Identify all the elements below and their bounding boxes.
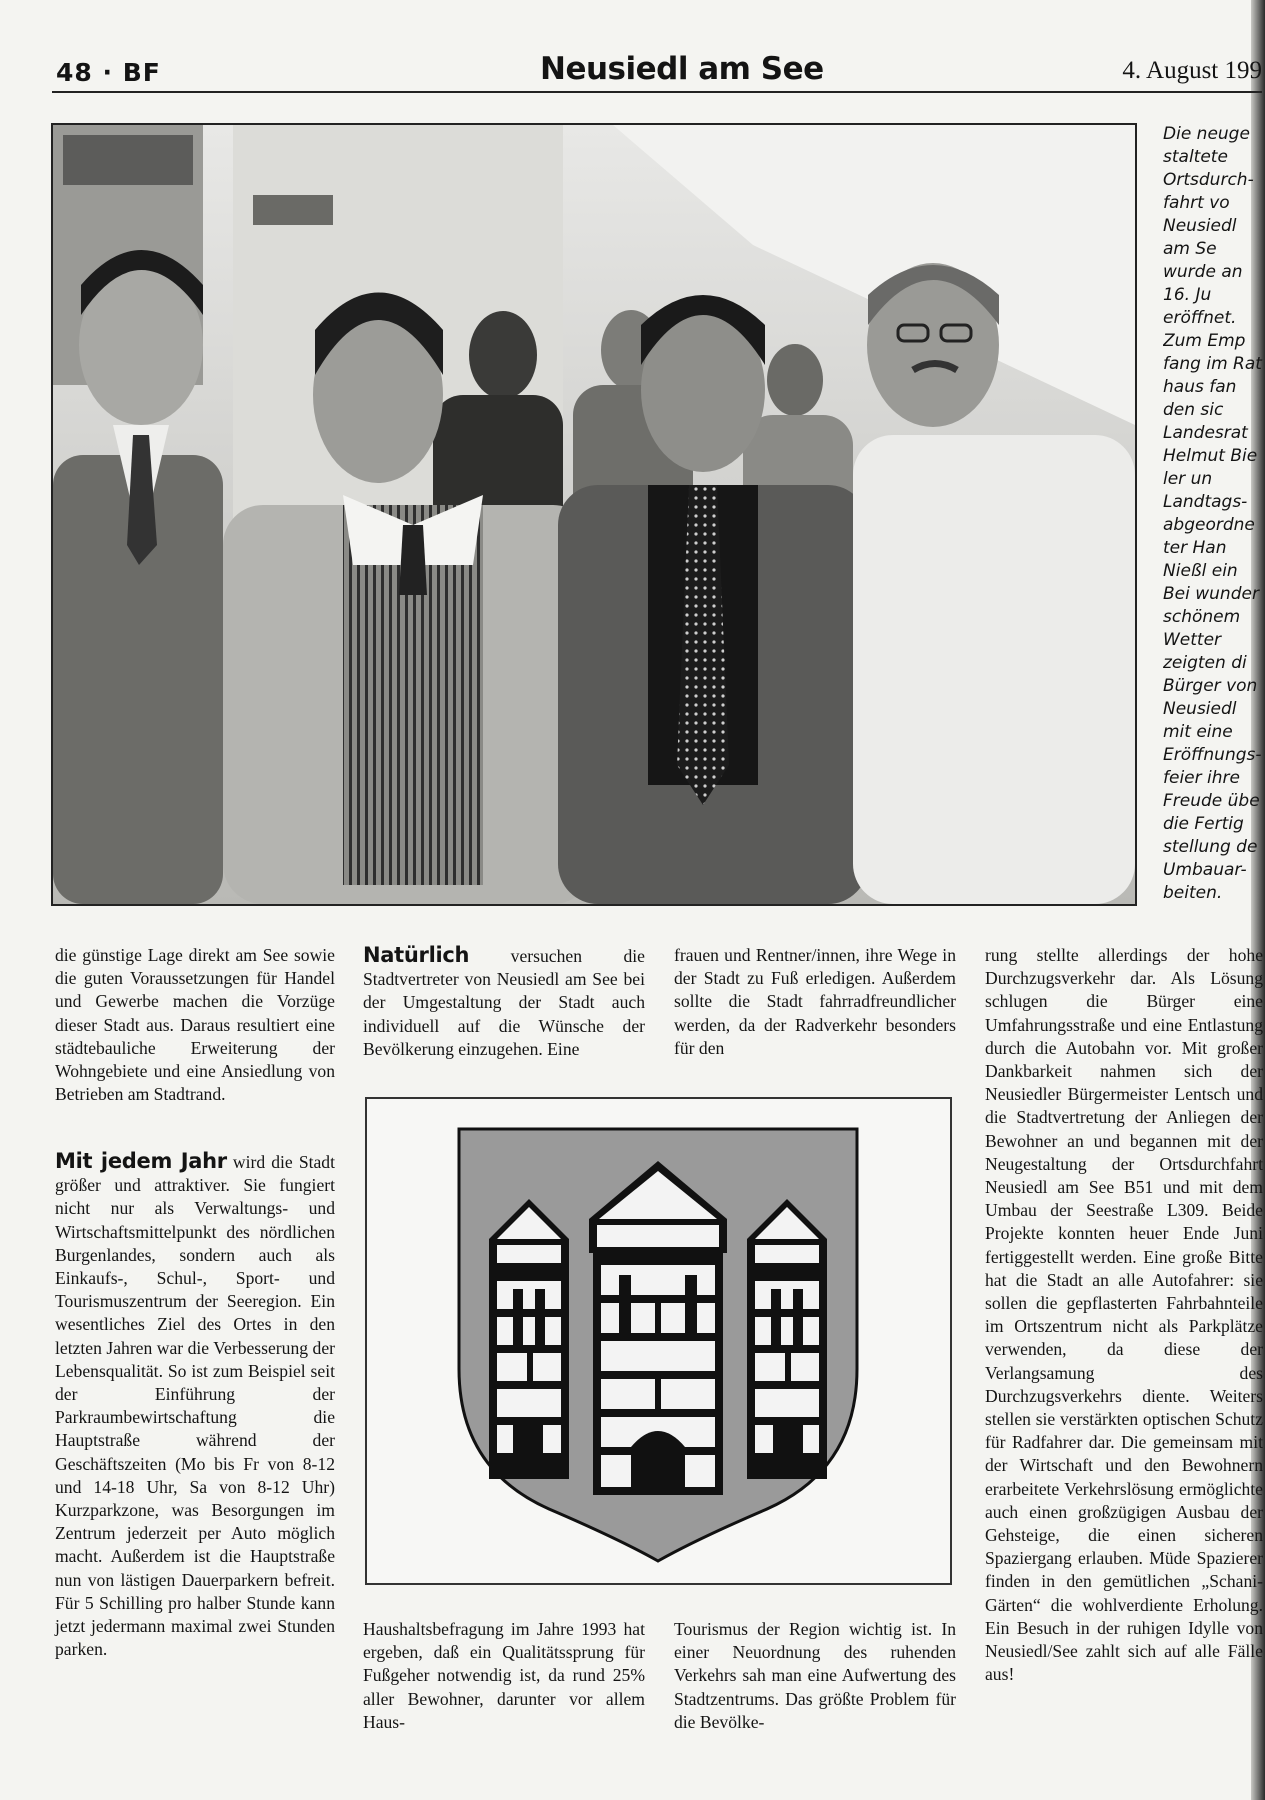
column-1-paragraph: [55, 1150, 335, 1661]
section-title: Neusiedl am See: [540, 51, 824, 87]
column-2-top: [363, 944, 645, 1061]
header-rule: [52, 91, 1262, 93]
column-2-body: versuchen die Stadtvertreter von Neusiedl am See bei der Umgestaltung der Stadt auch individuell auf die Wünsche der Bevölkerung einzugehen. Eine: [363, 946, 645, 1059]
column-2-bottom-text: Haushaltsbefragung im Jahre 1993 hat ergeben, daß ein Qualitätssprung für Fußgeher notwendig ist, da rund 25% aller Bewohner, darunter vor allem Haus-: [363, 1619, 645, 1732]
column-3-bottom-text: Tourismus der Region wichtig ist. In einer Neuordnung des ruhenden Verkehrs sah man eine Aufwertung des Stadtzentrums. Das größte Problem für die Bevölke-: [674, 1619, 956, 1732]
photo-caption: Die neuge staltete Ortsdurch- fahrt vo Neusiedl am Se wurde an 16. Ju eröffnet. Zum Emp fang im Rat haus fan den sic Landesrat Helmut Bie ler un Landtags- abgeordne ter Han Nießl ein Bei wunder schönem Wetter zeigten di Bürger von Neusiedl mit eine Eröffnungs- feier ihre Freude übe die Fertig stellung de Umbauar- beiten.: [1163, 124, 1262, 903]
page-label: 48 · BF: [56, 58, 161, 87]
column-1-section: [55, 1150, 335, 1661]
column-1-lead: Mit jedem Jahr: [55, 1149, 227, 1173]
column-3-top-text: frauen und Rentner/innen, ihre Wege in der Stadt zu Fuß erledigen. Außerdem sollte die Stadt fahrradfreundlicher werden, da der Radverkehr besonders für den: [674, 945, 956, 1058]
column-3-bottom: [674, 1618, 956, 1734]
group-photo-icon: [53, 125, 1135, 904]
group-photo: [51, 123, 1137, 906]
column-3-top: [674, 944, 956, 1060]
coat-of-arms-icon: [367, 1099, 950, 1583]
column-2-lead: Natürlich: [363, 943, 470, 967]
column-1-intro-text: die günstige Lage direkt am See sowie die guten Voraussetzungen für Handel und Gewerbe machen die Vorzüge dieser Stadt aus. Daraus resultiert eine städtebauliche Erweiterung der Wohngebiete und eine Ansiedlung von Betrieben am Stadtrand.: [55, 945, 335, 1105]
column-2-bottom: [363, 1618, 645, 1734]
issue-date: 4. August 199: [1122, 57, 1262, 84]
coat-of-arms: [365, 1097, 952, 1585]
column-4-text: rung stellte allerdings der hohe Durchzugsverkehr dar. Als Lösung schlugen die Bürger eine Umfahrungsstraße und eine Entlastung durch die Autobahn vor. Mit großer Dankbarkeit nahmen sich der Neusiedler Bürgermeister Lentsch und die Stadtvertretung der Anliegen der Bewohner an und begannen mit der Neugestaltung der Ortsdurchfahrt Neusiedl am See B51 und mit dem Umbau der Seestraße L309. Beide Projekte konnten heuer Ende Juni fertiggestellt werden. Eine große Bitte hat die Stadt an alle Autofahrer: sie sollen die gepflasterten Fahrbahnteile im Ortszentrum nicht als Parkplätze verwenden, da diese der Verlangsamung des Durchzugsverkehrs diente. Weiters stellen sie verstärkten optischen Schutz für Radfahrer dar. Die gemeinsam mit der Wirtschaft und den Bewohnern erarbeitete Verkehrslösung ermöglichte auch einen großzügigen Ausbau der Gehsteige, die einen sicheren Spaziergang erlauben. Müde Spazierer finden in den gemütlichen „Schani-Gärten“ die wohlverdiente Erholung. Ein Besuch in der ruhigen Idylle von Neusiedl/See zahlt sich auf alle Fälle aus!: [985, 945, 1263, 1685]
column-1-intro: [55, 944, 335, 1106]
column-1-body: wird die Stadt größer und attraktiver. Sie fungiert nicht nur als Verwaltungs- und Wirtschaftsmittelpunkt des nördlichen Burgenlandes, sondern auch als Einkaufs-, Schul-, Sport- und Tourismuszentrum der Seeregion. Ein wesentliches Ziel des Ortes in den letzten Jahren war die Verbesserung der Lebensqualität. So ist zum Beispiel seit der Einführung der Parkraumbewirtschaftung die Hauptstraße während der Geschäftszeiten (Mo bis Fr von 8-12 und 14-18 Uhr, Sa von 8-12 Uhr) Kurzparkzone, was Besorgungen im Zentrum jederzeit per Auto möglich macht. Außerdem ist die Hauptstraße nun von lästigen Dauerparkern befreit. Für 5 Schilling pro halber Stunde kann jetzt jedermann maximal zwei Stunden parken.: [55, 1152, 335, 1660]
column-4: [985, 944, 1263, 1687]
page-header: [52, 50, 1262, 94]
column-2-paragraph: [363, 944, 645, 1061]
